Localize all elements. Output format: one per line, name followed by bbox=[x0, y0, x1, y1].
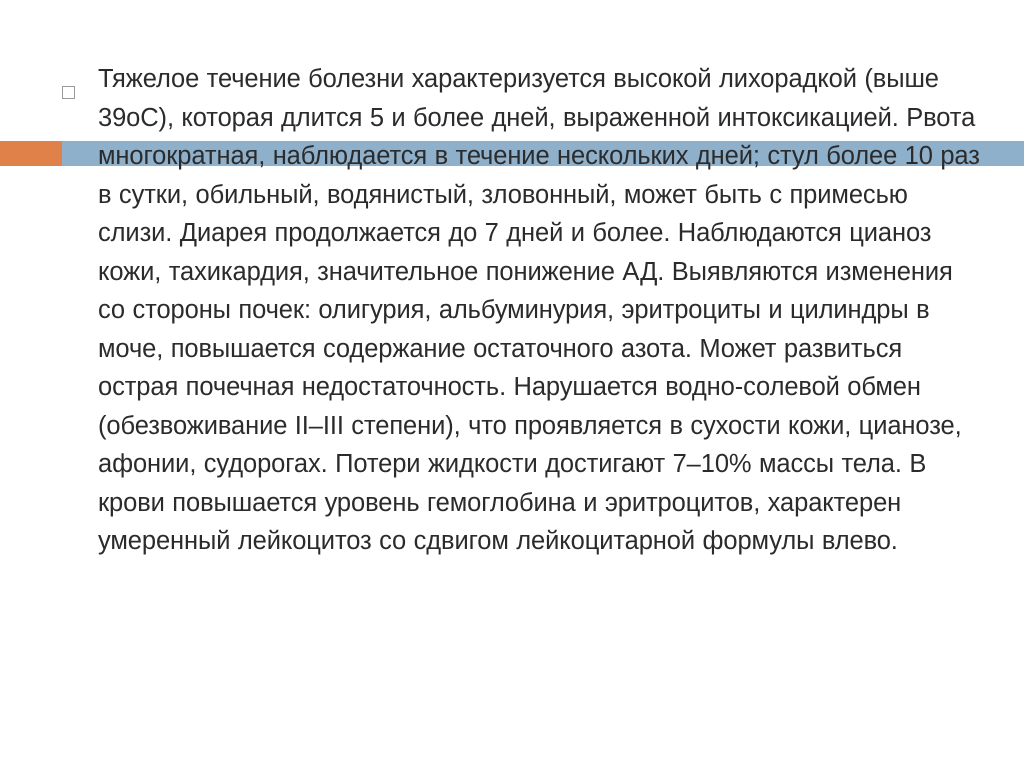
bullet-marker bbox=[62, 60, 98, 99]
slide-content bbox=[62, 60, 982, 561]
list-item bbox=[62, 60, 982, 561]
square-bullet-icon bbox=[62, 86, 75, 99]
accent-bar-orange bbox=[0, 141, 62, 166]
bullet-paragraph-text: Тяжелое течение болезни характеризуется высокой лихорадкой (выше 39оС), которая длится 5 и более дней, выраженной интоксикацией. Рвота многократная, наблюдается в течение нескольких дней; стул более 10 раз в сутки, обильный, водянистый, зловонный, может быть с примесью слизи. Диарея продолжается до 7 дней и более. Наблюдаются цианоз кожи, тахикардия, значительное понижение АД. Выявляются изменения со стороны почек: олигурия, альбуминурия, эритроциты и цилиндры в моче, повышается содержание остаточного азота. Может развиться острая почечная недостаточность. Нарушается водно-солевой обмен (обезвоживание II–III степени), что проявляется в сухости кожи, цианозе, афонии, судорогах. Потери жидкости достигают 7–10% массы тела. В крови повышается уровень гемоглобина и эритроцитов, характерен умеренный лейкоцитоз со сдвигом лейкоцитарной формулы влево. bbox=[98, 65, 980, 555]
